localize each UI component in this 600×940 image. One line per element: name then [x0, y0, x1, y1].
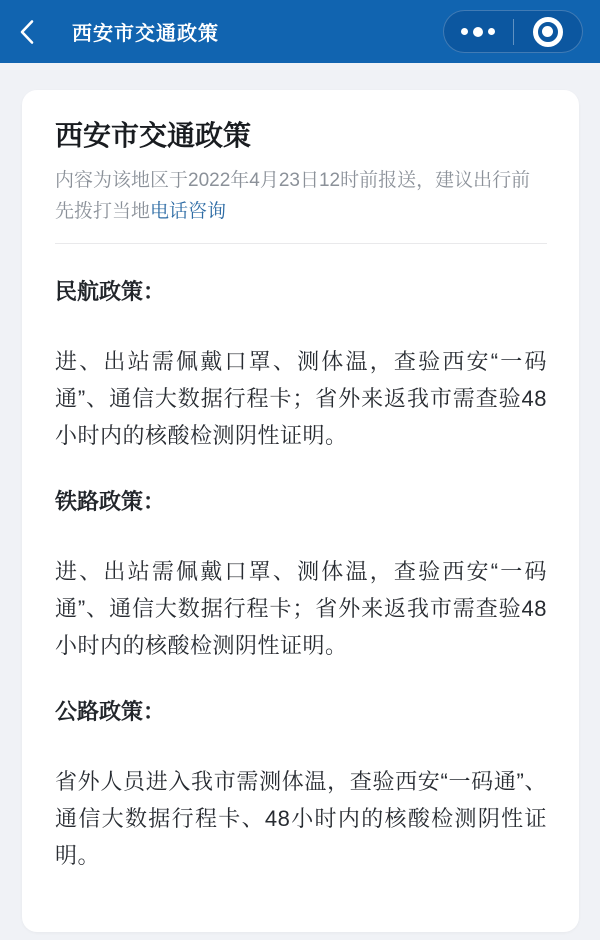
- divider: [55, 243, 547, 244]
- exit-button[interactable]: [514, 11, 583, 52]
- content-area: [0, 90, 600, 932]
- section-body: 进、出站需佩戴口罩、测体温，查验西安“一码通”、通信大数据行程卡；省外来返我市需查验48小时内的核酸检测阴性证明。: [55, 559, 547, 658]
- section-heading: 民航政策：: [55, 279, 166, 304]
- section-aviation: [55, 277, 547, 454]
- section-body: 省外人员进入我市需测体温，查验西安“一码通”、通信大数据行程卡、48小时内的核酸检测阴性证明。: [55, 769, 547, 868]
- section-railway: [55, 487, 547, 664]
- nav-bar: [0, 0, 600, 63]
- back-button[interactable]: [18, 15, 48, 49]
- miniprogram-capsule: [443, 10, 583, 53]
- report-note-text: 内容为该地区于2022年4月23日12时前报送，建议出行前先拨打当地: [55, 170, 531, 222]
- section-body: 进、出站需佩戴口罩、测体温，查验西安“一码通”、通信大数据行程卡；省外来返我市需查验48小时内的核酸检测阴性证明。: [55, 349, 547, 448]
- more-button[interactable]: [444, 11, 513, 52]
- section-heading: 铁路政策：: [55, 489, 166, 514]
- chevron-left-icon: [18, 19, 36, 45]
- exit-target-icon: [533, 17, 563, 47]
- policy-card: [22, 90, 579, 932]
- more-dots-icon: [461, 27, 495, 37]
- section-highway: [55, 697, 547, 874]
- page-title: 西安市交通政策: [55, 120, 252, 151]
- phone-consult-link[interactable]: 电话咨询: [150, 201, 227, 222]
- section-heading: 公路政策：: [55, 699, 166, 724]
- report-note: [55, 165, 547, 227]
- nav-title: 西安市交通政策: [72, 23, 219, 45]
